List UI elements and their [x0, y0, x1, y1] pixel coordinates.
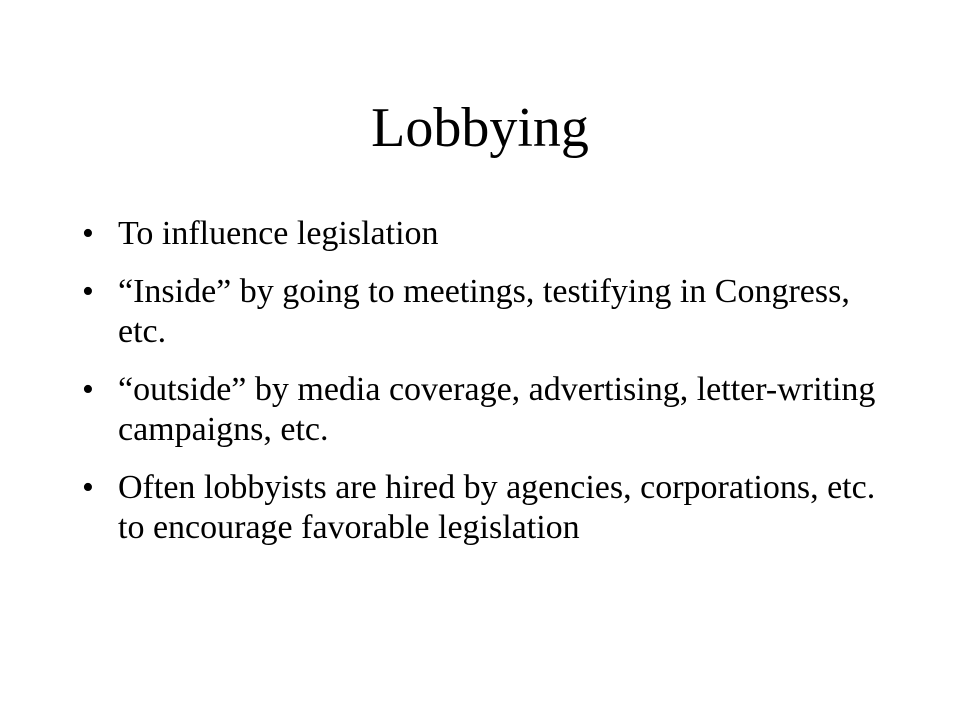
bullet-text: To influence legislation — [118, 215, 439, 252]
bullet-item — [82, 214, 882, 254]
bullet-item — [82, 468, 882, 548]
bullet-text: Often lobbyists are hired by agencies, corporations, etc. to encourage favorable legislation — [118, 469, 876, 546]
slide-title: Lobbying — [371, 97, 589, 159]
bullet-list — [82, 214, 882, 566]
bullet-item — [82, 272, 882, 352]
bullet-icon: • — [82, 215, 94, 252]
bullet-icon: • — [82, 371, 94, 408]
bullet-icon: • — [82, 469, 94, 506]
bullet-text: “Inside” by going to meetings, testifying in Congress, etc. — [118, 273, 850, 350]
bullet-item — [82, 370, 882, 450]
bullet-icon: • — [82, 273, 94, 310]
bullet-text: “outside” by media coverage, advertising, letter-writing campaigns, etc. — [118, 371, 876, 448]
